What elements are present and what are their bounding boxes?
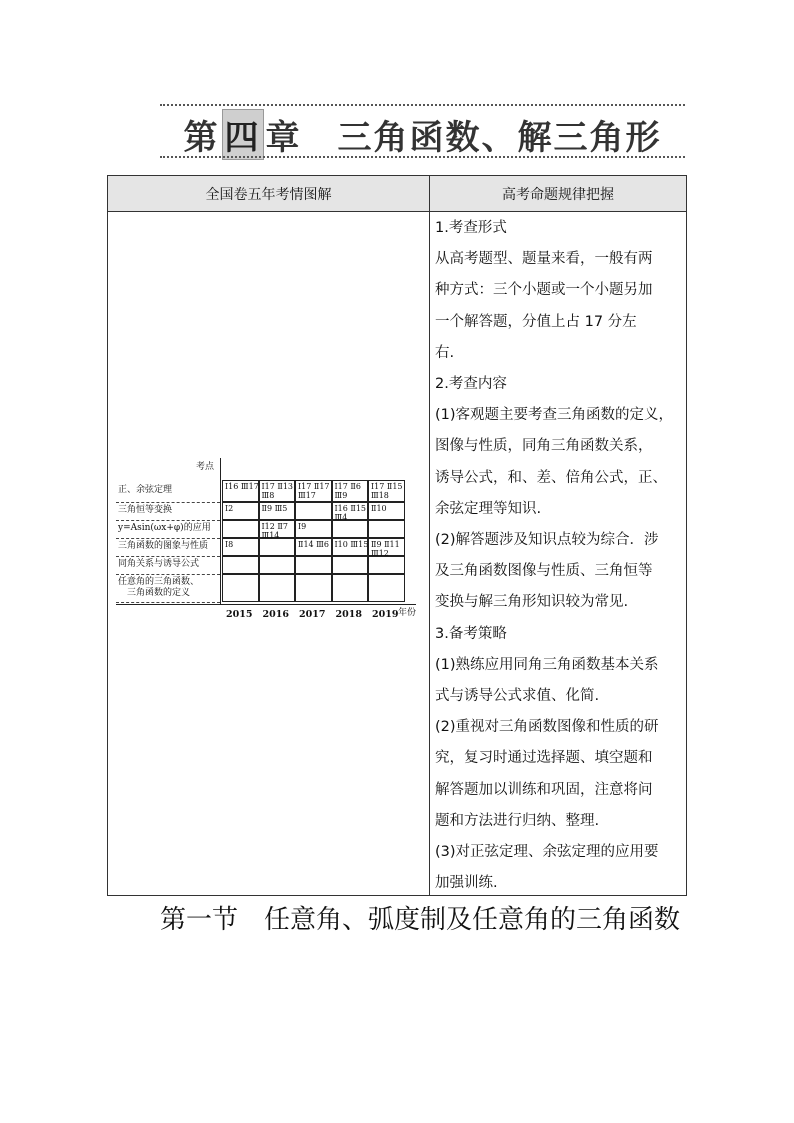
grid-cell: Ⅱ9 Ⅲ5	[259, 502, 296, 520]
grid-cell: Ⅰ9	[295, 520, 332, 538]
section-title: 第一节 任意角、弧度制及任意角的三角函数	[159, 905, 680, 935]
row-guide	[116, 574, 220, 575]
grid-cell: Ⅰ16 Ⅲ17	[222, 480, 259, 502]
chapter-heading	[160, 112, 685, 156]
pattern-line: (1)熟练应用同角三角函数基本关系	[435, 656, 659, 673]
year-label: 2019	[372, 609, 399, 620]
grid-cell: Ⅰ16 Ⅱ15 Ⅲ4	[332, 502, 369, 520]
pattern-line: 一个解答题，分值上占 17 分左	[435, 313, 637, 330]
pattern-line: 题和方法进行归纳、整理.	[435, 812, 600, 829]
pattern-line: 究，复习时通过选择题、填空题和	[435, 750, 653, 767]
grid-cell: Ⅱ9 Ⅱ11 Ⅲ12	[368, 538, 405, 556]
grid-cell	[259, 556, 296, 574]
pattern-line: 图像与性质，同角三角函数关系，	[435, 438, 653, 455]
grid-cell: Ⅱ10	[368, 502, 405, 520]
grid-cell	[222, 520, 259, 538]
exam-pattern-text	[435, 213, 685, 899]
pattern-line: 右.	[435, 344, 455, 361]
grid-cell	[368, 556, 405, 574]
x-axis	[116, 604, 416, 605]
x-axis-label: 年份	[398, 608, 417, 618]
grid-cell	[332, 574, 369, 602]
pattern-line: (3)对正弦定理、余弦定理的应用要	[435, 844, 659, 861]
year-label: 2016	[262, 609, 289, 620]
row-guide	[116, 502, 220, 503]
grid-cell: Ⅱ14 Ⅲ6	[295, 538, 332, 556]
column-divider	[429, 211, 430, 895]
grid-cell: Ⅰ17 Ⅱ13 Ⅲ8	[259, 480, 296, 502]
grid-cell: Ⅰ17 Ⅱ17 Ⅲ17	[295, 480, 332, 502]
exam-distribution-chart	[108, 456, 428, 636]
pattern-line: 及三角函数图像与性质、三角恒等	[435, 563, 653, 580]
year-label: 2017	[299, 609, 326, 620]
pattern-line: 从高考题型、题量来看，一般有两	[435, 251, 653, 268]
pattern-line: (2)重视对三角函数图像和性质的研	[435, 719, 659, 736]
grid-cell: Ⅰ2	[222, 502, 259, 520]
topic-label: 三角恒等变换	[118, 505, 173, 515]
topic-label: 三角函数的图象与性质	[118, 541, 209, 551]
grid-cell	[295, 502, 332, 520]
pattern-line: (2)解答题涉及知识点较为综合．涉	[435, 532, 659, 549]
pattern-line: 种方式：三个小题或一个小题另加	[435, 282, 653, 299]
grid-cell	[332, 556, 369, 574]
grid-cell: Ⅰ17 Ⅱ15 Ⅲ18	[368, 480, 405, 502]
grid-cell	[222, 556, 259, 574]
row-guide	[116, 520, 220, 521]
row-guide	[116, 538, 220, 539]
topic-label: 同角关系与诱导公式	[118, 559, 200, 569]
topic-label: 正、余弦定理	[118, 485, 173, 495]
chapter-number-box: 四	[222, 109, 264, 160]
grid-cell	[332, 520, 369, 538]
pattern-line: 式与诱导公式求值、化简.	[435, 688, 600, 705]
top-dotted-rule	[160, 104, 685, 106]
topic-label: 任意角的三角函数、 三角函数的定义	[118, 577, 200, 598]
pattern-line: 加强训练.	[435, 875, 498, 892]
pattern-line: 1.考查形式	[435, 220, 507, 236]
year-label: 2015	[226, 609, 253, 620]
chapter-suffix: 章	[265, 117, 302, 158]
pattern-line: 3.备考策略	[435, 625, 507, 642]
overview-table	[107, 175, 687, 896]
pattern-line: 2.考查内容	[435, 376, 507, 393]
pattern-line: (1)客观题主要考查三角函数的定义，	[435, 407, 674, 424]
grid-cell	[295, 574, 332, 602]
grid-cell: Ⅰ12 Ⅱ7 Ⅲ14	[259, 520, 296, 538]
grid-cell: Ⅰ17 Ⅱ6 Ⅲ9	[332, 480, 369, 502]
pattern-line: 诱导公式，和、差、倍角公式，正、	[435, 469, 667, 486]
left-column-header: 全国卷五年考情图解	[108, 176, 430, 212]
grid-cell	[295, 556, 332, 574]
grid-cell	[368, 520, 405, 538]
year-label: 2018	[335, 609, 362, 620]
grid-cell	[222, 574, 259, 602]
topic-label: y=Asin(ωx+φ)的应用	[118, 523, 211, 533]
pattern-line: 余弦定理等知识.	[435, 500, 542, 517]
row-guide	[116, 556, 220, 557]
chapter-prefix: 第	[183, 117, 220, 158]
grid-cell: Ⅰ8	[222, 538, 259, 556]
grid-cell: Ⅰ10 Ⅲ15	[332, 538, 369, 556]
grid-cell	[368, 574, 405, 602]
right-column-header: 高考命题规律把握	[430, 176, 686, 212]
chapter-title: 三角函数、解三角形	[337, 117, 662, 158]
y-axis	[220, 458, 221, 604]
grid-cell	[259, 574, 296, 602]
row-guide	[116, 602, 220, 603]
pattern-line: 变换与解三角形知识较为常见.	[435, 594, 629, 611]
bottom-dotted-rule	[160, 156, 685, 158]
y-axis-label: 考点	[196, 462, 215, 472]
grid-cell	[259, 538, 296, 556]
pattern-line: 解答题加以训练和巩固，注意将问	[435, 781, 653, 798]
